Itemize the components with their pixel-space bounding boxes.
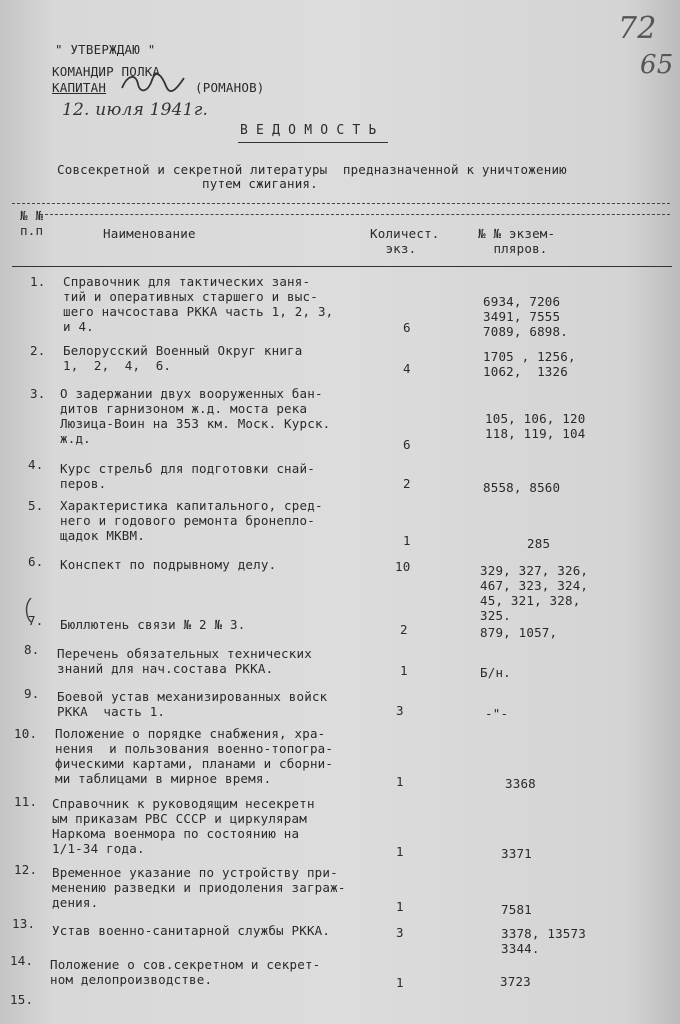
- row-qty: 4: [403, 361, 411, 376]
- row-number: 11.: [14, 794, 38, 809]
- header-copies: № № экзем- пляров.: [478, 226, 556, 256]
- row-qty: 1: [403, 533, 411, 548]
- archive-number-bottom: 65: [640, 50, 674, 80]
- row-qty: 6: [403, 437, 411, 452]
- title-underline: [238, 142, 388, 143]
- table-header-rule: [12, 266, 672, 267]
- table-top-rule: [12, 203, 670, 204]
- document-title: В Е Д О М О С Т Ь: [240, 123, 377, 138]
- approval-date-handwritten: 12. июля 1941г.: [62, 100, 209, 120]
- margin-bracket-mark: [22, 596, 34, 624]
- row-name: Боевой устав механизированных войск РККА часть 1.: [57, 689, 328, 719]
- row-qty: 6: [403, 320, 411, 335]
- approval-line-3-prefix: КАПИТАН: [52, 80, 107, 95]
- row-number: 8.: [24, 642, 40, 657]
- row-number: 10.: [14, 726, 38, 741]
- row-name: Конспект по подрывному делу.: [60, 557, 277, 572]
- approval-line-1: " УТВЕРЖДАЮ ": [55, 42, 156, 57]
- row-name: Положение о порядке снабжения, хра- нения и пользования военно-топогра- фическими картами, планами и сборни- ми таблицами в мирное время.: [55, 726, 334, 786]
- row-name: О задержании двух вооруженных бан- дитов гарнизоном ж.д. моста река Люзица-Воин на 353 км. Моск. Курск. ж.д.: [60, 386, 331, 446]
- row-number: 7.: [28, 613, 44, 628]
- row-copies: 285: [527, 536, 551, 551]
- table-top-rule-2: [40, 214, 670, 215]
- header-name: Наименование: [103, 226, 196, 241]
- row-qty: 3: [396, 703, 404, 718]
- row-copies: 3378, 13573 3344.: [501, 926, 586, 956]
- archive-number-top: 72: [618, 11, 657, 46]
- row-name: Бюллютень связи № 2 № 3.: [60, 617, 246, 632]
- row-copies: 3368: [505, 776, 536, 791]
- row-qty: 3: [396, 925, 404, 940]
- row-qty: 1: [396, 844, 404, 859]
- row-name: Курс стрельб для подготовки снай- перов.: [60, 461, 315, 491]
- row-name: Перечень обязательных технических знаний для нач.состава РККА.: [57, 646, 312, 676]
- row-copies: 879, 1057,: [480, 625, 558, 640]
- row-name: Справочник для тактических заня- тий и оперативных старшего и выс- шего начсостава РККА часть 1, 2, 3, и 4.: [63, 274, 334, 334]
- row-copies: 7581: [501, 902, 532, 917]
- row-qty: 2: [403, 476, 411, 491]
- row-number: 4.: [28, 457, 44, 472]
- row-qty: 10: [395, 559, 411, 574]
- row-number: 1.: [30, 274, 46, 289]
- row-qty: 1: [396, 774, 404, 789]
- row-name: Положение о сов.секретном и секрет- ном делопроизводстве.: [50, 957, 321, 987]
- row-copies: 105, 106, 120 118, 119, 104: [485, 411, 586, 441]
- row-qty: 2: [400, 622, 408, 637]
- approval-line-3-name: (РОМАНОВ): [195, 80, 265, 95]
- row-name: Справочник к руководящим несекретн ым приказам РВС СССР и циркулярам Наркома военмора по состоянию на 1/1-34 года.: [52, 796, 315, 856]
- document-subtitle-line-2: путем сжигания.: [202, 176, 318, 191]
- row-copies: Б/н.: [480, 665, 511, 680]
- row-copies: -"-: [485, 706, 509, 721]
- row-name: Белорусский Военный Округ книга 1, 2, 4, 6.: [63, 343, 303, 373]
- row-copies: 8558, 8560: [483, 480, 561, 495]
- document-subtitle-line-1: Совсекретной и секретной литературы предназначенной к уничтожению: [57, 162, 567, 177]
- row-number: 2.: [30, 343, 46, 358]
- row-number: 12.: [14, 862, 38, 877]
- row-number: 6.: [28, 554, 44, 569]
- row-copies: 1705 , 1256, 1062, 1326: [483, 349, 576, 379]
- signature-scribble: [118, 72, 188, 94]
- row-number: 15.: [10, 992, 34, 1007]
- row-qty: 1: [396, 899, 404, 914]
- row-number: 3.: [30, 386, 46, 401]
- row-number: 14.: [10, 953, 34, 968]
- row-copies: 3723: [500, 974, 531, 989]
- header-num: № № п.п: [20, 208, 44, 238]
- row-copies: 3371: [501, 846, 532, 861]
- approval-line-2: КОМАНДИР ПОЛКА: [52, 64, 161, 79]
- row-number: 13.: [12, 916, 36, 931]
- row-number: 5.: [28, 498, 44, 513]
- row-number: 9.: [24, 686, 40, 701]
- row-qty: 1: [396, 975, 404, 990]
- row-name: Характеристика капитального, сред- него и годового ремонта бронепло- щадок МКВМ.: [60, 498, 323, 543]
- header-qty: Количест. экз.: [370, 226, 440, 256]
- row-name: Временное указание по устройству при- менению разведки и приодоления заграж- дения.: [52, 865, 346, 910]
- row-copies: 329, 327, 326, 467, 323, 324, 45, 321, 328, 325.: [480, 563, 589, 623]
- row-name: Устав военно-санитарной службы РККА.: [52, 923, 331, 938]
- row-qty: 1: [400, 663, 408, 678]
- row-copies: 6934, 7206 3491, 7555 7089, 6898.: [483, 294, 568, 339]
